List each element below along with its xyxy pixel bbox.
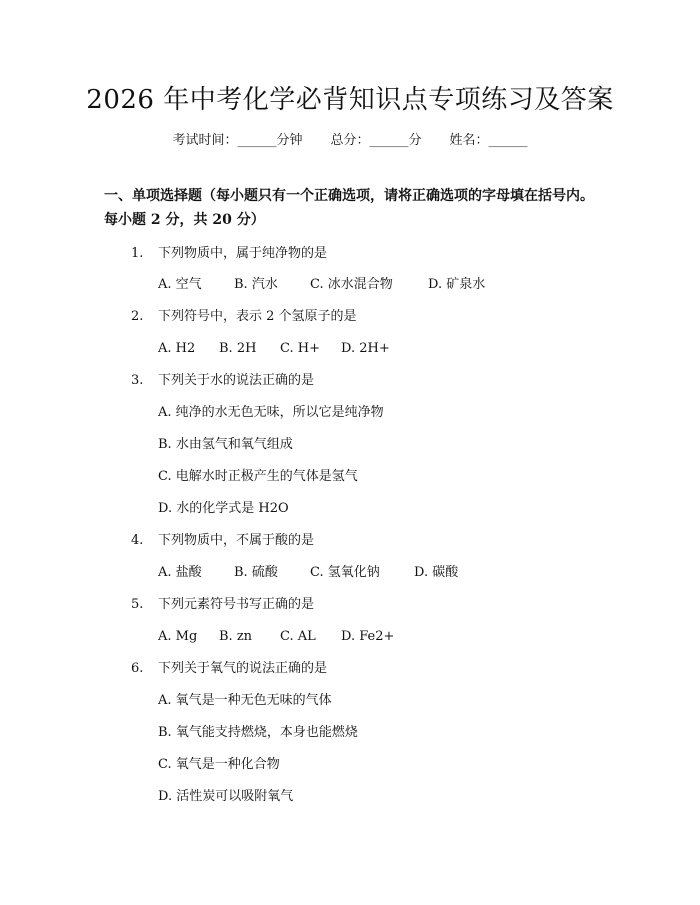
question-6-option-b: B. 氧气能支持燃烧，本身也能燃烧 [158, 725, 358, 740]
option-d: D. 碳酸 [414, 565, 459, 580]
question-text: 下列元素符号书写正确的是 [158, 597, 315, 612]
question-6-option-d: D. 活性炭可以吸附氧气 [158, 789, 294, 804]
option-a: A. Mg [158, 629, 198, 644]
option-d: D. 2H+ [341, 341, 390, 356]
section-heading-line-2: 每小题 2 分，共 20 分） [104, 212, 265, 228]
question-3-option-a: A. 纯净的水无色无味，所以它是纯净物 [158, 405, 384, 420]
student-name-field: 姓名：______ [449, 133, 528, 148]
question-1-options [158, 275, 485, 295]
question-3-option-c: C. 电解水时正极产生的气体是氢气 [158, 469, 358, 484]
question-6-option-c: C. 氧气是一种化合物 [158, 757, 280, 772]
option-b: B. 硫酸 [234, 565, 278, 580]
question-number: 3. [131, 373, 144, 388]
option-a: A. 空气 [158, 277, 202, 292]
exam-meta-line [0, 130, 700, 152]
question-3-option-d: D. 水的化学式是 H2O [158, 501, 289, 516]
question-6 [131, 659, 327, 679]
question-4-options [158, 563, 458, 583]
question-4 [131, 531, 314, 551]
question-number: 2. [131, 309, 144, 324]
option-c: C. 氢氧化钠 [310, 565, 380, 580]
option-c: C. H+ [280, 341, 320, 356]
section-heading-line-1: 一、单项选择题（每小题只有一个正确选项，请将正确选项的字母填在括号内。 [104, 188, 594, 204]
question-number: 6. [131, 661, 144, 676]
exam-time-field: 考试时间：______分钟 [172, 133, 303, 148]
question-3 [131, 371, 314, 391]
question-text: 下列符号中，表示 2 个氢原子的是 [158, 309, 357, 324]
question-text: 下列物质中，属于纯净物的是 [158, 246, 328, 261]
option-b: B. 汽水 [234, 277, 278, 292]
total-score-field: 总分：______分 [330, 133, 422, 148]
question-5 [131, 595, 314, 615]
option-b: B. zn [219, 629, 253, 644]
option-c: C. AL [280, 629, 316, 644]
question-2 [131, 307, 357, 327]
question-text: 下列关于水的说法正确的是 [158, 373, 315, 388]
option-d: D. 矿泉水 [428, 277, 486, 292]
question-text: 下列物质中，不属于酸的是 [158, 533, 315, 548]
document-title: 2026 年中考化学必背知识点专项练习及答案 [86, 85, 614, 115]
question-3-option-b: B. 水由氢气和氧气组成 [158, 437, 293, 452]
question-6-option-a: A. 氧气是一种无色无味的气体 [158, 693, 332, 708]
question-2-options [158, 339, 390, 359]
option-b: B. 2H [219, 341, 257, 356]
question-number: 5. [131, 597, 144, 612]
question-5-options [158, 627, 394, 647]
option-a: A. 盐酸 [158, 565, 202, 580]
question-1 [131, 244, 327, 264]
option-a: A. H2 [158, 341, 196, 356]
question-number: 4. [131, 533, 144, 548]
section-heading-single-choice [104, 184, 604, 232]
question-text: 下列关于氧气的说法正确的是 [158, 661, 328, 676]
option-c: C. 冰水混合物 [310, 277, 393, 292]
question-number: 1. [131, 246, 144, 261]
option-d: D. Fe2+ [341, 629, 395, 644]
